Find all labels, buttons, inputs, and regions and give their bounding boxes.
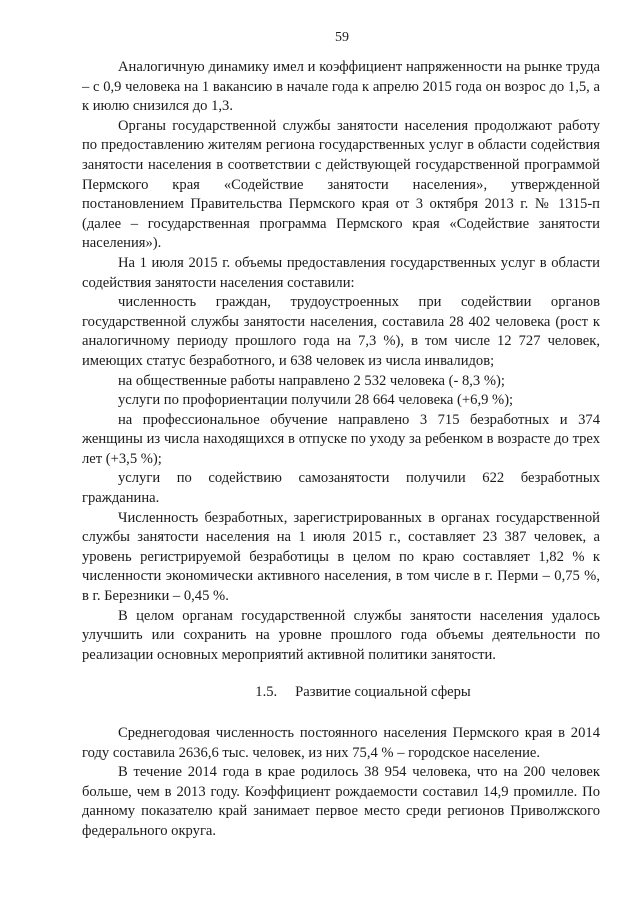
- section-title: Развитие социальной сферы: [295, 684, 471, 701]
- section-number: 1.5.: [255, 684, 278, 701]
- paragraph: В течение 2014 года в крае родилось 38 954 человека, что на 200 человек больше, чем в 2013 году. Коэффициент рождаемости составил 14,9 промилле. По данному показателю край занимает первое место среди регионов Приволжского федерального округа.: [82, 764, 600, 839]
- paragraph: Органы государственной службы занятости населения продолжают работу по предоставлению жителям региона государственных услуг в области содействия занятости населения в соответствии с действующей государственной программой Пермского края «Содействие занятости населения», утвержденной постановлением Правительства Пермского края от 3 октября 2013 г. № 1315-п (далее – государственная программа Пермского края «Содействие занятости населения»).: [82, 117, 600, 252]
- list-item: численность граждан, трудоустроенных при содействии органов государственной службы занятости населения, составила 28 402 человека (рост к аналогичному периоду прошлого года на 7,3 %), в том числе 12 727 человек, имеющих статус безработного, и 638 человек из числа инвалидов;: [82, 294, 600, 369]
- paragraph: На 1 июля 2015 г. объемы предоставления государственных услуг в области содействия занятости населения составили:: [82, 254, 600, 291]
- list-item: на общественные работы направлено 2 532 человека (- 8,3 %);: [118, 372, 505, 389]
- paragraph: В целом органам государственной службы занятости населения удалось улучшить или сохранить на уровне прошлого года объемы деятельности по реализации основных мероприятий активной политики занятости.: [82, 607, 600, 663]
- list-item: услуги по содействию самозанятости получили 622 безработных гражданина.: [82, 470, 600, 507]
- page-number: 59: [335, 30, 349, 45]
- document-body: [82, 58, 600, 842]
- list-item: услуги по профориентации получили 28 664 человека (+6,9 %);: [118, 392, 514, 409]
- document-page: [82, 0, 602, 905]
- paragraph: Аналогичную динамику имел и коэффициент напряженности на рынке труда – с 0,9 человека на 1 вакансию в начале года к апрелю 2015 года он возрос до 1,5, а к июлю снизился до 1,3.: [82, 59, 600, 115]
- list-item: на профессиональное обучение направлено 3 715 безработных и 374 женщины из числа находящихся в отпуске по уходу за ребенком в возрасте до трех лет (+3,5 %);: [82, 411, 600, 467]
- section-heading: [82, 683, 600, 703]
- paragraph: Среднегодовая численность постоянного населения Пермского края в 2014 году составила 2636,6 тыс. человек, из них 75,4 % – городское население.: [82, 725, 600, 761]
- paragraph: Численность безработных, зарегистрированных в органах государственной службы занятости населения на 1 июля 2015 г., составляет 23 387 человек, а уровень регистрируемой безработицы в целом по краю составляет 1,82 % к численности экономически активного населения, в том числе в г. Перми – 0,75 %, в г. Березники – 0,45 %.: [82, 509, 600, 605]
